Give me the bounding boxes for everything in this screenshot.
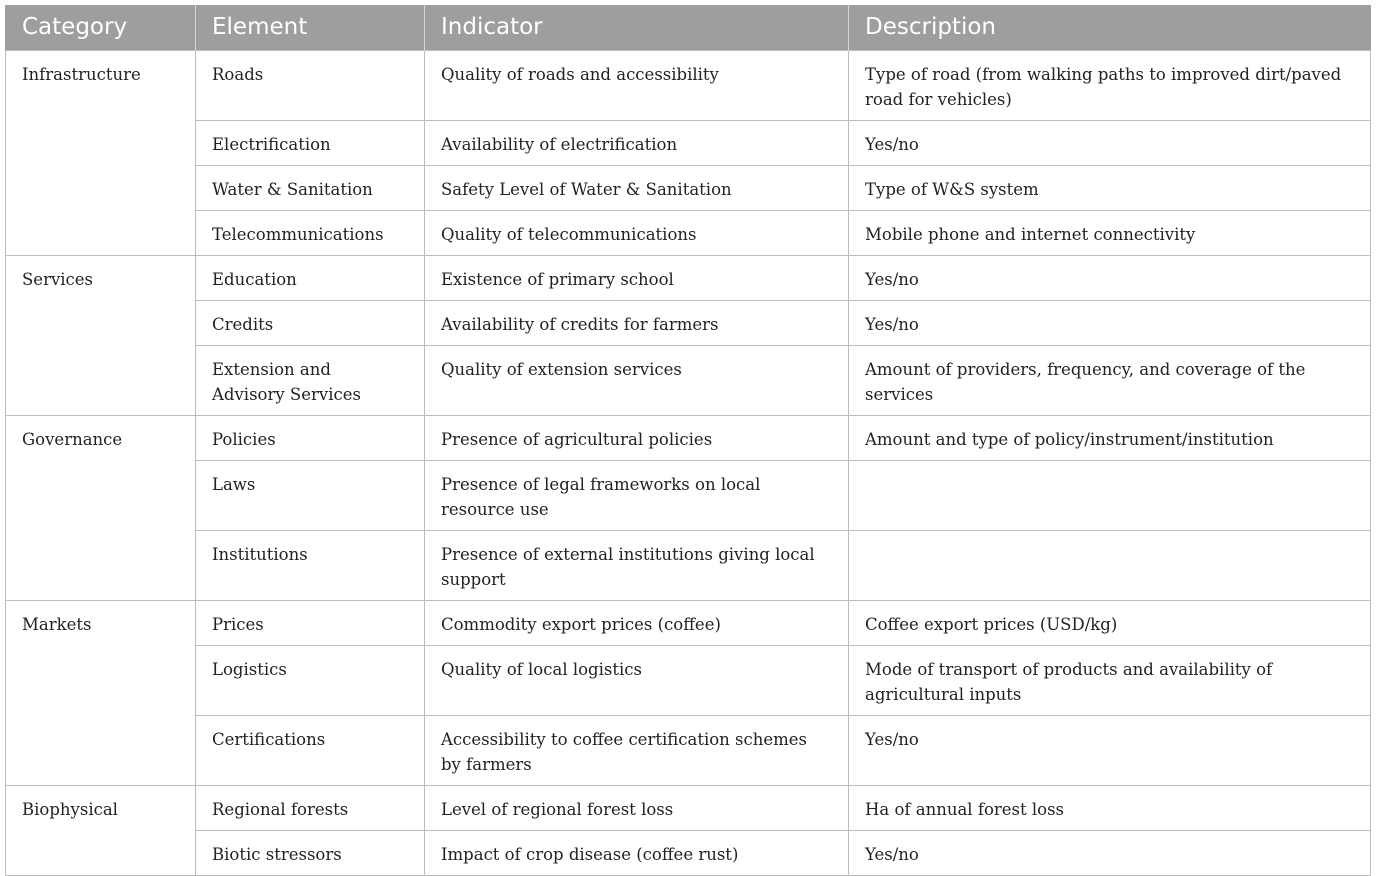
table-row <box>6 785 1371 830</box>
indicator-cell: Availability of electrification <box>425 120 849 165</box>
header-category: Category <box>6 5 196 50</box>
category-cell: Biophysical <box>6 785 196 875</box>
indicator-cell: Quality of extension services <box>425 345 849 415</box>
category-cell: Infrastructure <box>6 50 196 255</box>
element-cell: Certifications <box>196 715 425 785</box>
indicator-cell: Existence of primary school <box>425 255 849 300</box>
indicator-cell: Quality of telecommunications <box>425 210 849 255</box>
description-cell: Yes/no <box>849 830 1371 875</box>
table-row <box>6 600 1371 645</box>
category-cell: Services <box>6 255 196 415</box>
table-row <box>6 460 1371 530</box>
element-cell: Telecommunications <box>196 210 425 255</box>
indicator-cell: Accessibility to coffee certification schemes by farmers <box>425 715 849 785</box>
table-row <box>6 415 1371 460</box>
description-cell: Yes/no <box>849 715 1371 785</box>
element-cell: Extension and Advisory Services <box>196 345 425 415</box>
table-row <box>6 165 1371 210</box>
indicator-cell: Safety Level of Water & Sanitation <box>425 165 849 210</box>
element-cell: Roads <box>196 50 425 120</box>
table-row <box>6 210 1371 255</box>
table-row <box>6 345 1371 415</box>
header-description: Description <box>849 5 1371 50</box>
element-cell: Institutions <box>196 530 425 600</box>
indicator-cell: Level of regional forest loss <box>425 785 849 830</box>
table-body <box>6 50 1371 875</box>
element-cell: Water & Sanitation <box>196 165 425 210</box>
description-cell: Coffee export prices (USD/kg) <box>849 600 1371 645</box>
table-row <box>6 530 1371 600</box>
description-cell: Ha of annual forest loss <box>849 785 1371 830</box>
table-row <box>6 50 1371 120</box>
indicator-cell: Commodity export prices (coffee) <box>425 600 849 645</box>
description-cell: Mobile phone and internet connectivity <box>849 210 1371 255</box>
description-cell <box>849 530 1371 600</box>
description-cell <box>849 460 1371 530</box>
indicator-cell: Impact of crop disease (coffee rust) <box>425 830 849 875</box>
indicator-cell: Availability of credits for farmers <box>425 300 849 345</box>
table-header <box>6 5 1371 50</box>
table-row <box>6 300 1371 345</box>
element-cell: Logistics <box>196 645 425 715</box>
indicator-table <box>5 5 1371 876</box>
table-row <box>6 715 1371 785</box>
description-cell: Amount and type of policy/instrument/institution <box>849 415 1371 460</box>
table-row <box>6 255 1371 300</box>
category-cell: Markets <box>6 600 196 785</box>
description-cell: Yes/no <box>849 255 1371 300</box>
element-cell: Biotic stressors <box>196 830 425 875</box>
description-cell: Type of road (from walking paths to improved dirt/paved road for vehicles) <box>849 50 1371 120</box>
table-row <box>6 830 1371 875</box>
description-cell: Amount of providers, frequency, and coverage of the services <box>849 345 1371 415</box>
indicator-cell: Presence of external institutions giving local support <box>425 530 849 600</box>
description-cell: Yes/no <box>849 120 1371 165</box>
description-cell: Type of W&S system <box>849 165 1371 210</box>
table-row <box>6 120 1371 165</box>
header-indicator: Indicator <box>425 5 849 50</box>
indicator-cell: Presence of agricultural policies <box>425 415 849 460</box>
header-element: Element <box>196 5 425 50</box>
element-cell: Electrification <box>196 120 425 165</box>
element-cell: Prices <box>196 600 425 645</box>
element-cell: Credits <box>196 300 425 345</box>
description-cell: Yes/no <box>849 300 1371 345</box>
category-cell: Governance <box>6 415 196 600</box>
table-row <box>6 645 1371 715</box>
element-cell: Laws <box>196 460 425 530</box>
indicator-cell: Quality of roads and accessibility <box>425 50 849 120</box>
indicator-cell: Presence of legal frameworks on local resource use <box>425 460 849 530</box>
description-cell: Mode of transport of products and availability of agricultural inputs <box>849 645 1371 715</box>
indicator-cell: Quality of local logistics <box>425 645 849 715</box>
element-cell: Policies <box>196 415 425 460</box>
element-cell: Regional forests <box>196 785 425 830</box>
element-cell: Education <box>196 255 425 300</box>
